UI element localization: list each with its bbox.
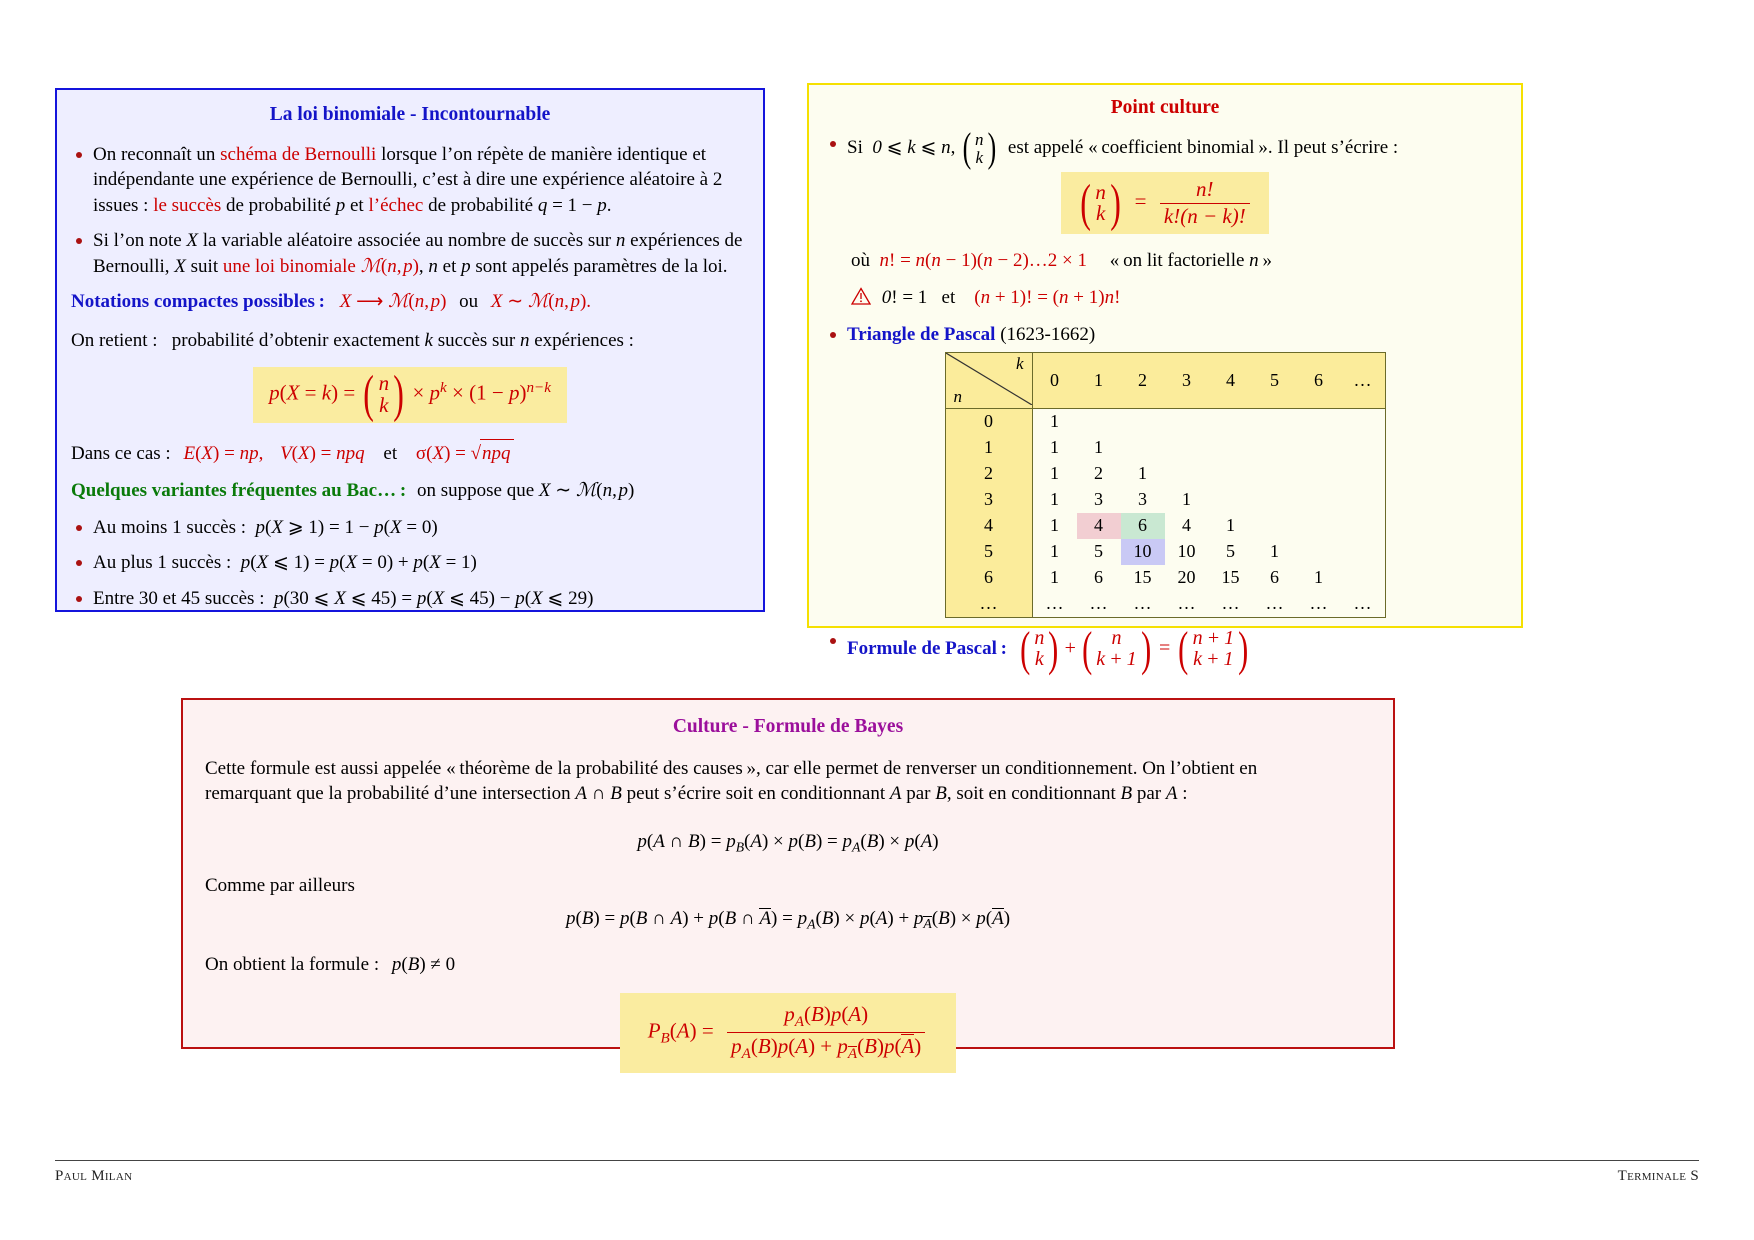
binomial-bullet-list	[71, 142, 749, 279]
footer-divider	[55, 1160, 1699, 1161]
pascal-cell	[1341, 487, 1386, 513]
pascal-triangle-dates: (1623-1662)	[1000, 324, 1096, 346]
pascal-cell	[1297, 539, 1341, 565]
pascal-cell: 15	[1133, 567, 1152, 588]
pascal-cell: 1	[1050, 463, 1059, 484]
bayes-intro-paragraph	[205, 756, 1371, 807]
pascal-cell: 1	[1050, 541, 1059, 562]
pascal-corner-cell	[945, 352, 1032, 408]
bullet-bernoulli-scheme: On reconnaît un schéma de Bernoulli lorsque l’on répète de manière identique et indépendante une expérience de Bernoulli, c’est à dire une expérience aléatoire à 2 issues : le succès de probabilité p et l’échec de probabilité q = 1 − p.	[71, 142, 749, 218]
pascal-cell: 2	[1094, 463, 1103, 484]
pascal-cell	[1253, 408, 1297, 435]
pascal-cell	[1297, 461, 1341, 487]
pascal-row-label: 5	[945, 539, 1032, 565]
table-row	[945, 461, 1385, 487]
pascal-cell: 1	[1050, 437, 1059, 458]
pascal-cell	[1209, 461, 1253, 487]
variants-header-line: Quelques variantes fréquentes au Bac… : on suppose que X ∼ ℳ(n, p)	[71, 480, 635, 502]
pascal-cell: 1	[1050, 411, 1059, 432]
pascal-cell: 3	[1138, 489, 1147, 510]
variant-at-most-one: Au plus 1 succès : p(X ⩽ 1) = p(X = 0) + p(X = 1)	[71, 550, 749, 575]
pascal-cell: 1	[1050, 515, 1059, 536]
bayes-equation-2: p(B) = p(B ∩ A) + p(B ∩ $A) = p_A(B) \times p(A) + p_A(B) \times p(A)$	[565, 908, 1011, 932]
pascal-row-label: 3	[945, 487, 1032, 513]
corner-n-label: n	[953, 386, 962, 406]
pascal-cell	[1341, 408, 1386, 435]
pascal-cell: 1	[1050, 489, 1059, 510]
factorial-definition-line: où n! = n(n − 1)(n − 2)…2 × 1 « on lit factorielle n »	[851, 250, 1272, 272]
pascal-cell: …	[1221, 593, 1240, 614]
bayes-equation-1: p(A ∩ $B) = p_B(A) \times p(B) = p_A(B) \times p(A)$	[637, 830, 939, 855]
table-row	[945, 513, 1385, 539]
pascal-cell: 6	[1270, 567, 1279, 588]
bayes-intro-line-1: Cette formule est aussi appelée « théorème de la probabilité des causes », car elle permet de renverser un conditionnement. On l’obtient en	[205, 758, 1258, 779]
pascal-cell	[1253, 487, 1297, 513]
pascal-cell	[1297, 513, 1341, 539]
pascal-cell: …	[1177, 593, 1196, 614]
culture-box-title: Point culture	[1110, 97, 1220, 118]
pascal-cell: …	[1133, 593, 1152, 614]
pascal-triangle-bullet-wrap	[825, 322, 1505, 347]
pascal-formula-bullet-wrap	[825, 620, 1505, 676]
pascal-cell	[1209, 487, 1253, 513]
pascal-col-header: 1	[1077, 352, 1121, 408]
pascal-cell: 5	[1226, 541, 1235, 562]
pascal-cell	[1165, 435, 1209, 461]
pascal-cell: 1	[1314, 567, 1323, 588]
pascal-row-label: 4	[945, 513, 1032, 539]
pascal-col-header: 6	[1297, 352, 1341, 408]
pascal-cell	[1341, 435, 1386, 461]
table-row	[945, 539, 1385, 565]
pascal-cell	[1253, 435, 1297, 461]
pascal-table-body	[945, 408, 1385, 617]
pascal-cell: 20	[1177, 567, 1196, 588]
pascal-cell: 10	[1177, 541, 1196, 562]
pascal-cell: 1	[1138, 463, 1147, 484]
pascal-col-header: 3	[1165, 352, 1209, 408]
bullet-pascal-formula: Formule de Pascal : ( n k ) + ( n k + 1 ) = ( n + 1 k + 1 )	[825, 628, 1505, 670]
compact-notations-label: Notations compactes possibles	[71, 291, 315, 313]
retient-line: On retient : probabilité d’obtenir exactement k succès sur n expériences :	[71, 329, 634, 351]
pascal-row-label: 6	[945, 565, 1032, 591]
bayes-box-title: Culture - Formule de Bayes	[672, 716, 904, 737]
pascal-cell: …	[1089, 593, 1108, 614]
pascal-row-label: …	[945, 591, 1032, 618]
table-row	[945, 435, 1385, 461]
pascal-cell	[1077, 408, 1121, 435]
bullet-binomial-coefficient: Si 0 ⩽ k ⩽ n, ( n k ) est appelé « coefficient binomial ». Il peut s’écrire :	[825, 131, 1505, 166]
pascal-table-wrapper	[825, 352, 1505, 618]
bayes-obtient-label: On obtient la formule :	[205, 953, 380, 975]
pascal-cell	[1209, 408, 1253, 435]
pascal-table-head	[945, 352, 1385, 408]
pascal-row-label: 0	[945, 408, 1032, 435]
pascal-cell-highlight-blue: 10	[1121, 539, 1165, 565]
table-row	[945, 487, 1385, 513]
pascal-cell: 1	[1226, 515, 1235, 536]
pascal-formula-label: Formule de Pascal	[847, 637, 997, 659]
culture-bullet-list	[825, 125, 1505, 171]
pascal-col-header: 2	[1121, 352, 1165, 408]
pascal-cell	[1297, 408, 1341, 435]
moments-line: Dans ce cas : E(X) = np, V(X) = npq et σ(X) = √npq	[71, 439, 749, 466]
pascal-cell: …	[1045, 593, 1064, 614]
compact-notations-line: Notations compactes possibles : X ⟶ ℳ(n, p) ou X ∼ ℳ(n, p).	[71, 291, 592, 313]
warning-triangle-icon	[851, 287, 871, 312]
table-row	[945, 565, 1385, 591]
pascal-cell	[1121, 408, 1165, 435]
table-row	[945, 408, 1385, 435]
pascal-cell	[1209, 435, 1253, 461]
bayes-final-formula: $P_B(A)$ = $\frac{p_A(B)p(A)}{p_A(B)p(A) + p_A(B)p(A)}$	[205, 993, 1371, 1073]
bayes-formula-box	[181, 698, 1395, 1062]
pascal-cell: …	[1265, 593, 1284, 614]
pascal-cell: 6	[1094, 567, 1103, 588]
binomial-box-title: La loi binomiale - Incontournable	[269, 104, 551, 125]
pascal-col-header: …	[1341, 352, 1386, 408]
pascal-cell: …	[1309, 593, 1328, 614]
pascal-cell: 1	[1094, 437, 1103, 458]
pascal-row-label: 1	[945, 435, 1032, 461]
variant-between-30-45: Entre 30 et 45 succès : p(30 ⩽ X ⩽ 45) = p(X ⩽ 45) − p(X ⩽ 29)	[71, 586, 749, 611]
pascal-cell	[1341, 513, 1386, 539]
pascal-col-header: 0	[1032, 352, 1077, 408]
bayes-obtient-line: On obtient la formule : p(B) ≠ 0	[205, 953, 456, 975]
footer-level: Terminale S	[1617, 1168, 1699, 1184]
pascal-row-label: 2	[945, 461, 1032, 487]
pascal-cell	[1165, 408, 1209, 435]
pascal-cell: 5	[1094, 541, 1103, 562]
bullet-random-variable: Si l’on note X la variable aléatoire associée au nombre de succès sur n expériences de Bernoulli, X suit une loi binomiale ℳ(n, p), n et p sont appelés paramètres de la loi.	[71, 228, 749, 279]
variant-at-least-one: Au moins 1 succès : p(X ⩾ 1) = 1 − p(X = 0)	[71, 515, 749, 540]
factorial-warning-line: 0! = 1 et (n + 1)! = (n + 1)n!	[825, 285, 1505, 312]
footer-author: Paul Milan	[55, 1168, 133, 1184]
table-row	[945, 591, 1385, 618]
pascal-cell	[1297, 487, 1341, 513]
pascal-cell	[1121, 435, 1165, 461]
pascal-cell: 4	[1182, 515, 1191, 536]
bayes-comme-label: Comme par ailleurs	[205, 874, 355, 896]
pascal-triangle-table	[945, 352, 1386, 618]
binomial-law-box	[55, 88, 765, 612]
variants-list	[71, 515, 749, 611]
pascal-cell	[1341, 539, 1386, 565]
pascal-cell	[1297, 435, 1341, 461]
pascal-cell-highlight-green: 6	[1121, 513, 1165, 539]
pascal-triangle-label: Triangle de Pascal	[847, 324, 996, 346]
pascal-cell: 15	[1221, 567, 1240, 588]
binomial-main-formula: p(X = k) = ( n k ) × $p^k \times (1 - p)^{n-k}$	[71, 367, 749, 423]
pascal-cell: 1	[1050, 567, 1059, 588]
pascal-cell: 1	[1182, 489, 1191, 510]
pascal-cell	[1341, 461, 1386, 487]
pascal-cell: …	[1353, 593, 1372, 614]
bayes-intro-line-2: remarquant que la probabilité d’une intersection A ∩ B peut s’écrire soit en conditionnant A par B, soit en conditionnant B par A :	[205, 783, 1188, 805]
pascal-cell	[1341, 565, 1386, 591]
pascal-col-header: 5	[1253, 352, 1297, 408]
pascal-cell-highlight-pink: 4	[1077, 513, 1121, 539]
pascal-cell: 3	[1094, 489, 1103, 510]
variants-label: Quelques variantes fréquentes au Bac…	[71, 480, 397, 502]
pascal-cell: 1	[1270, 541, 1279, 562]
pascal-col-header: 4	[1209, 352, 1253, 408]
binomial-coefficient-formula: ( n k ) = $\frac{n!}{k!(n - k)!}$	[825, 172, 1505, 234]
pascal-header-row	[945, 352, 1385, 408]
pascal-cell	[1165, 461, 1209, 487]
corner-k-label: k	[1015, 353, 1024, 373]
bullet-pascal-triangle	[825, 322, 1505, 347]
pascal-cell	[1253, 461, 1297, 487]
point-culture-box	[807, 83, 1523, 676]
pascal-cell	[1253, 513, 1297, 539]
